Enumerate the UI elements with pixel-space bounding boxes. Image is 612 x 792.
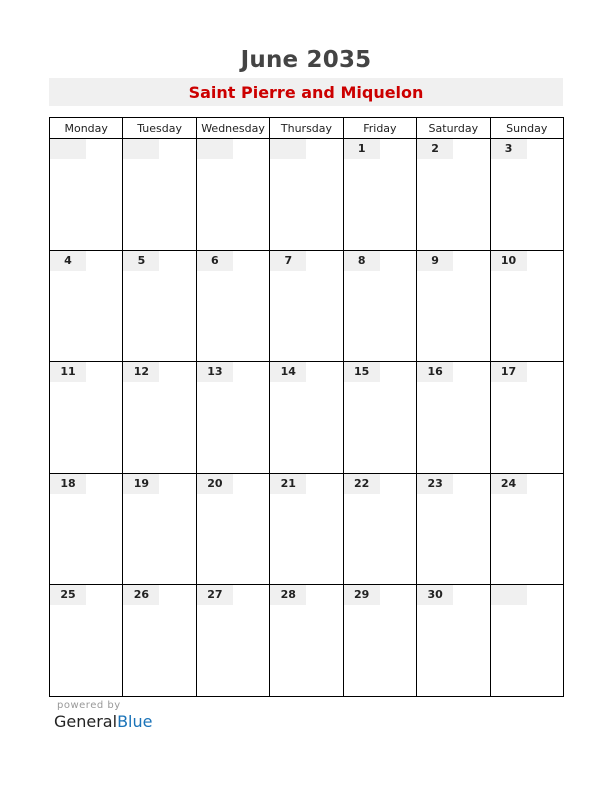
day-number: 20 <box>197 474 233 494</box>
day-cell <box>50 250 123 362</box>
day-number: 4 <box>50 251 86 271</box>
weekday-header: Monday <box>50 118 123 139</box>
day-number: 8 <box>344 251 380 271</box>
day-cell <box>417 362 490 474</box>
day-number: 16 <box>417 362 453 382</box>
day-cell <box>123 362 196 474</box>
weekday-header: Tuesday <box>123 118 196 139</box>
day-number: 17 <box>491 362 527 382</box>
weekday-header: Friday <box>343 118 416 139</box>
day-cell <box>270 250 343 362</box>
day-cell <box>50 139 123 251</box>
day-number: 2 <box>417 139 453 159</box>
day-cell <box>417 250 490 362</box>
day-number: 11 <box>50 362 86 382</box>
week-row <box>50 585 564 697</box>
day-cell <box>343 139 416 251</box>
day-cell <box>490 250 563 362</box>
day-number: 30 <box>417 585 453 605</box>
day-cell <box>490 362 563 474</box>
region-name: Saint Pierre and Miquelon <box>188 83 424 102</box>
brand-general: General <box>54 712 118 731</box>
day-cell <box>196 473 269 585</box>
week-row <box>50 139 564 251</box>
region-banner <box>49 78 563 106</box>
weekday-header-row <box>50 118 564 139</box>
day-number: 26 <box>123 585 159 605</box>
day-number <box>123 139 159 159</box>
week-row <box>50 250 564 362</box>
day-number: 7 <box>270 251 306 271</box>
brand-logo[interactable] <box>54 712 152 731</box>
day-cell <box>343 473 416 585</box>
day-number: 12 <box>123 362 159 382</box>
day-number: 25 <box>50 585 86 605</box>
day-number: 24 <box>491 474 527 494</box>
weekday-header: Thursday <box>270 118 343 139</box>
brand-blue: Blue <box>117 712 153 731</box>
day-cell <box>417 139 490 251</box>
day-cell <box>270 585 343 697</box>
day-cell <box>490 139 563 251</box>
day-number <box>491 585 527 605</box>
day-number: 19 <box>123 474 159 494</box>
weekday-header: Wednesday <box>196 118 269 139</box>
day-cell <box>343 585 416 697</box>
day-number: 22 <box>344 474 380 494</box>
day-number: 15 <box>344 362 380 382</box>
day-cell <box>417 585 490 697</box>
day-number: 6 <box>197 251 233 271</box>
day-cell <box>123 250 196 362</box>
day-number: 18 <box>50 474 86 494</box>
day-number: 27 <box>197 585 233 605</box>
day-cell <box>196 250 269 362</box>
day-cell <box>50 585 123 697</box>
day-number: 23 <box>417 474 453 494</box>
day-number: 10 <box>491 251 527 271</box>
week-row <box>50 362 564 474</box>
day-cell <box>417 473 490 585</box>
day-cell <box>490 585 563 697</box>
day-number: 1 <box>344 139 380 159</box>
powered-by-label: powered by <box>57 700 121 711</box>
day-cell <box>196 362 269 474</box>
weekday-header: Sunday <box>490 118 563 139</box>
day-cell <box>50 362 123 474</box>
day-cell <box>196 139 269 251</box>
day-number <box>50 139 86 159</box>
day-number <box>197 139 233 159</box>
day-cell <box>270 362 343 474</box>
day-number: 13 <box>197 362 233 382</box>
day-number: 28 <box>270 585 306 605</box>
day-cell <box>343 250 416 362</box>
calendar-grid <box>49 117 564 697</box>
day-number <box>270 139 306 159</box>
week-row <box>50 473 564 585</box>
day-number: 5 <box>123 251 159 271</box>
day-cell <box>123 139 196 251</box>
day-cell <box>270 139 343 251</box>
day-number: 21 <box>270 474 306 494</box>
day-cell <box>343 362 416 474</box>
weekday-header: Saturday <box>417 118 490 139</box>
day-cell <box>490 473 563 585</box>
day-number: 9 <box>417 251 453 271</box>
day-cell <box>270 473 343 585</box>
day-number: 3 <box>491 139 527 159</box>
day-cell <box>123 585 196 697</box>
page-title: June 2035 <box>240 47 372 73</box>
day-number: 29 <box>344 585 380 605</box>
day-cell <box>50 473 123 585</box>
day-cell <box>123 473 196 585</box>
day-cell <box>196 585 269 697</box>
day-number: 14 <box>270 362 306 382</box>
